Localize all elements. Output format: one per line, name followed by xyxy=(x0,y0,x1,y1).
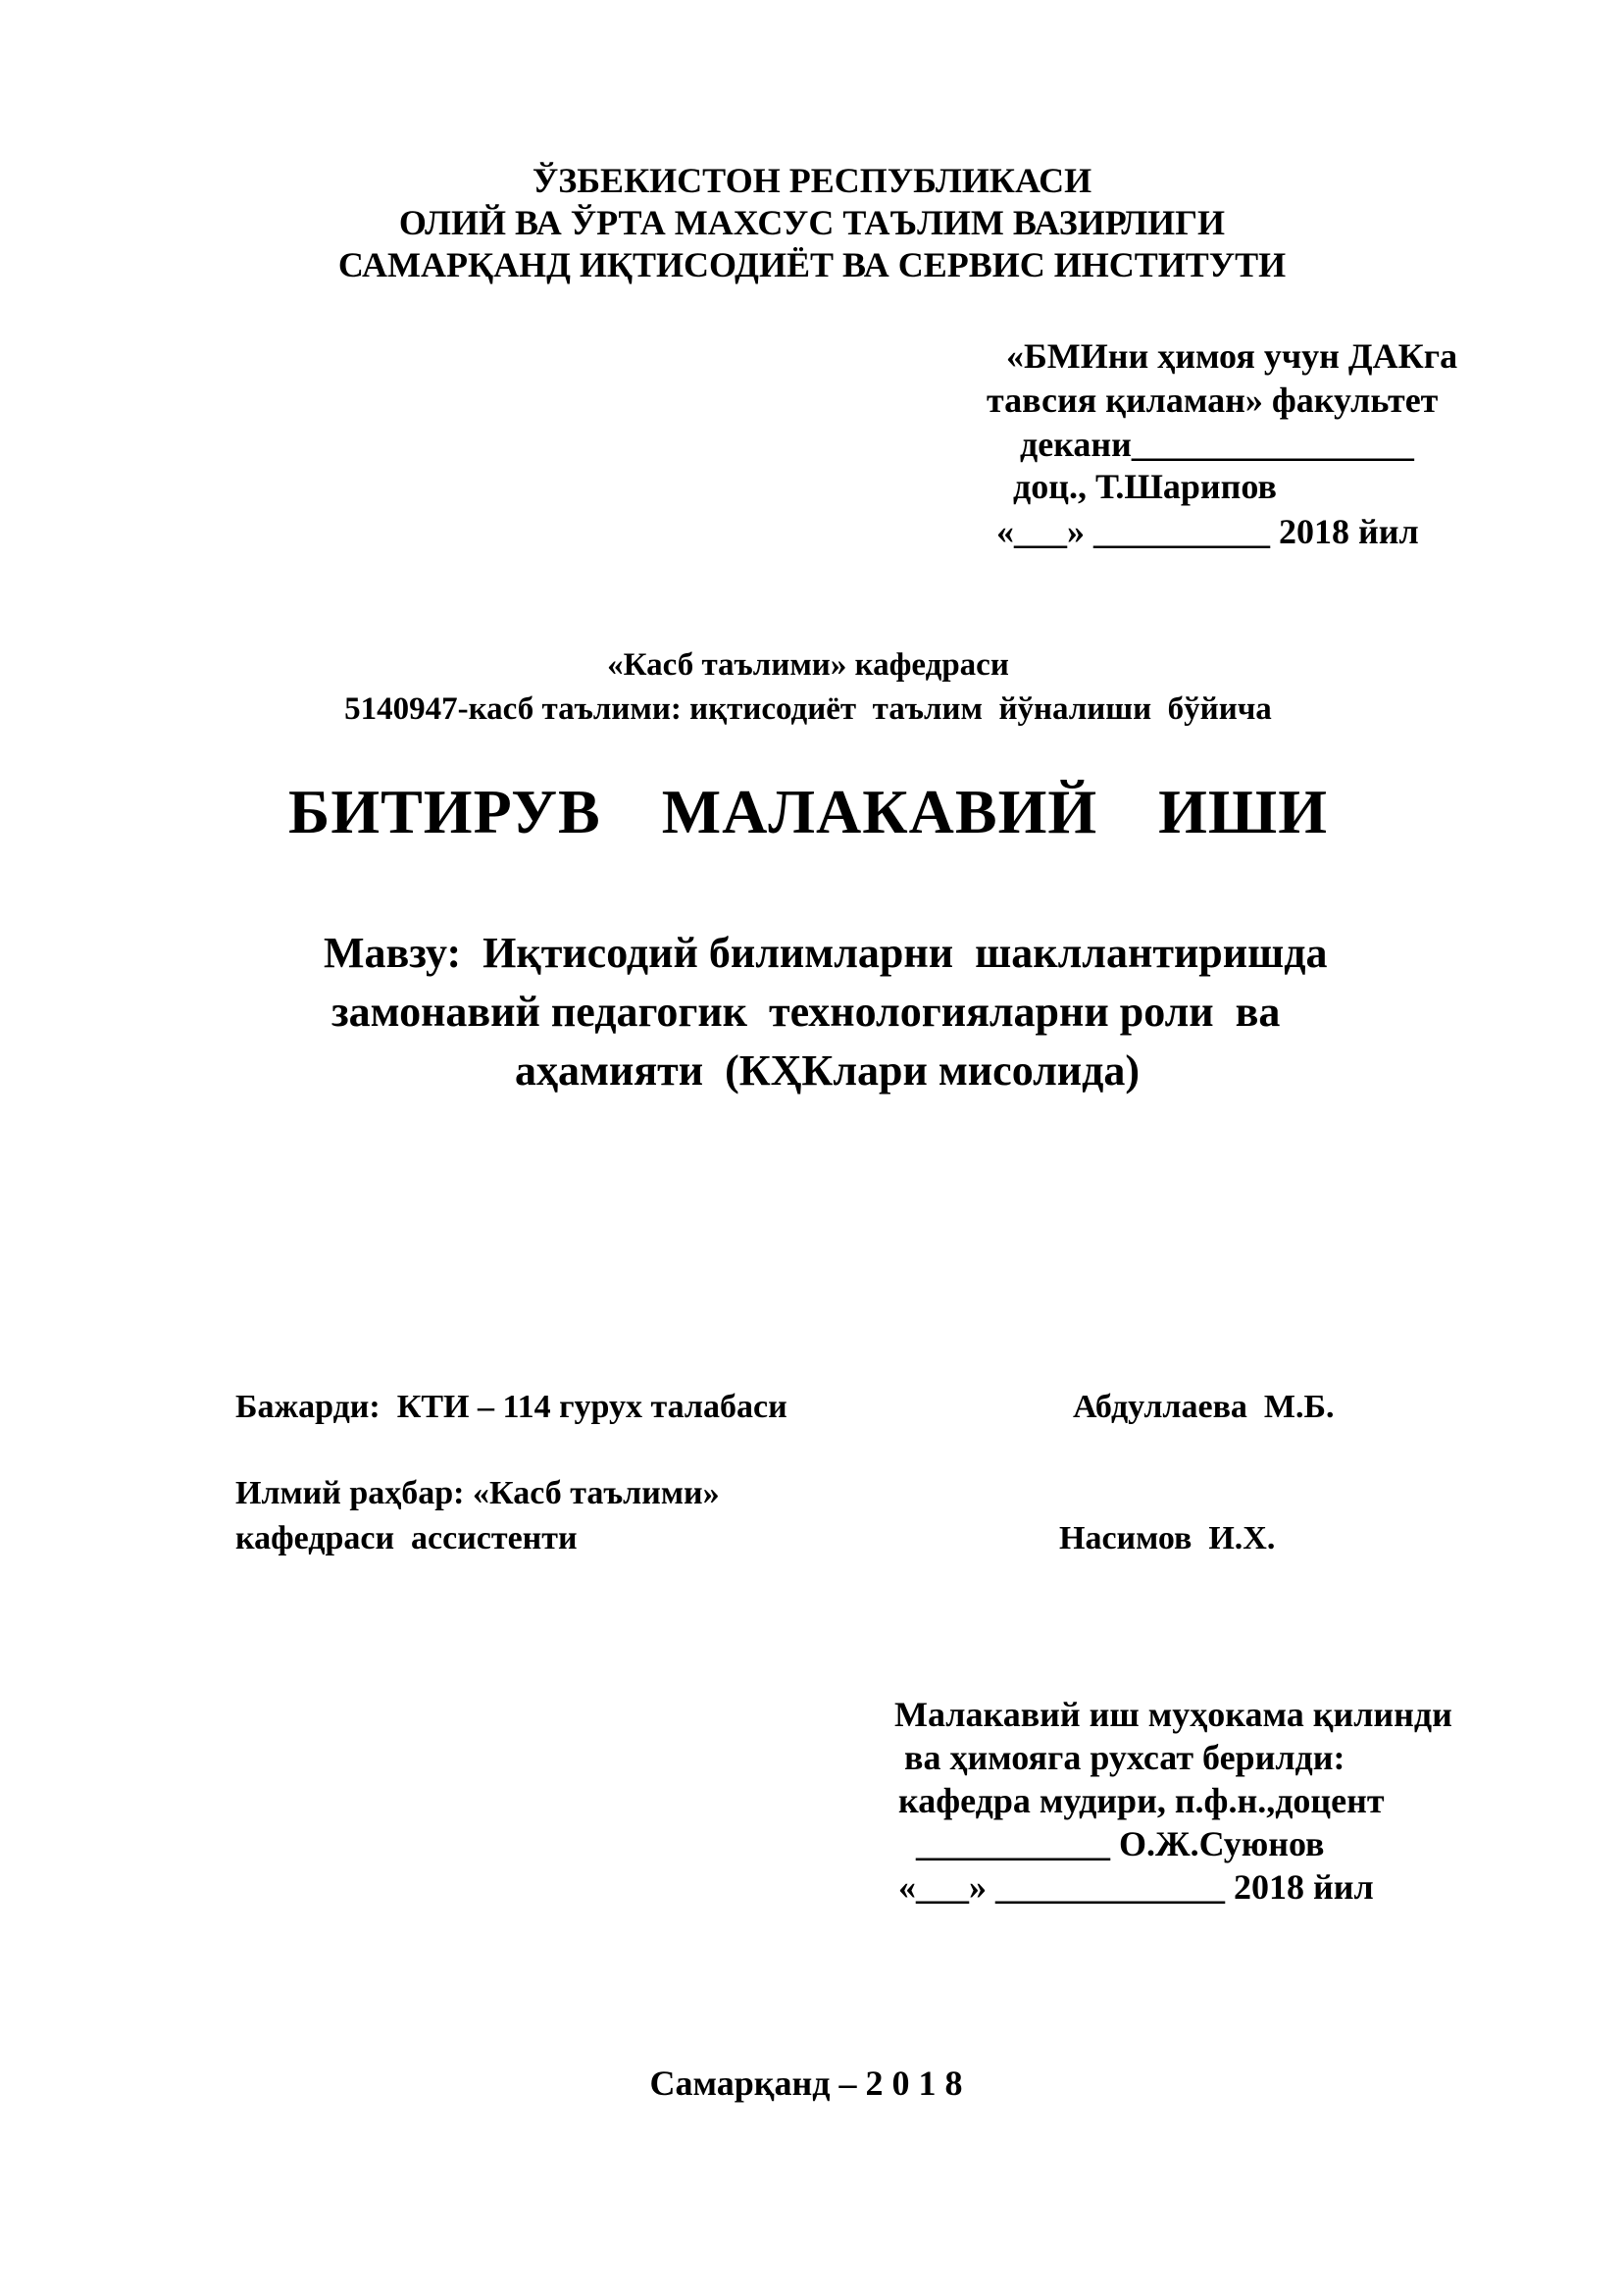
supervisor-label-1: Илмий раҳбар: «Касб таълими» xyxy=(235,1475,720,1511)
dean-approval-date: «___» __________ 2018 йил xyxy=(996,512,1419,551)
dean-name: доц., Т.Шарипов xyxy=(1013,467,1277,506)
performer-label: Бажарди: КТИ – 114 гурух талабаси xyxy=(235,1389,787,1425)
city-year: Самарқанд – 2 0 1 8 xyxy=(649,2064,963,2103)
topic-line-1: Мавзу: Иқтисодий билимларни шакллантиришда xyxy=(324,929,1328,977)
dept-head-signature: ___________ О.Ж.Суюнов xyxy=(916,1824,1325,1863)
dept-approval-line-3: кафедра мудири, п.ф.н.,доцент xyxy=(898,1781,1385,1820)
dept-approval-date: «___» _____________ 2018 йил xyxy=(898,1867,1374,1907)
specialty-line: 5140947-касб таълими: иқтисодиёт таълим йўналиши бўйича xyxy=(344,691,1272,727)
dept-approval-line-2: ва ҳимояга рухсат берилди: xyxy=(904,1738,1345,1777)
topic-line-3: аҳамияти (КҲКлари мисолида) xyxy=(515,1046,1141,1095)
header-ministry: ОЛИЙ ВА ЎРТА МАХСУС ТАЪЛИМ ВАЗИРЛИГИ xyxy=(398,203,1226,242)
supervisor-name: Насимов И.Х. xyxy=(1059,1520,1276,1556)
header-institute: САМАРҚАНД ИҚТИСОДИЁТ ВА СЕРВИС ИНСТИТУТИ xyxy=(337,245,1287,284)
performer-name: Абдуллаева М.Б. xyxy=(1073,1389,1335,1425)
header-republic: ЎЗБЕКИСТОН РЕСПУБЛИКАСИ xyxy=(532,161,1092,200)
document-title: БИТИРУВ МАЛАКАВИЙ ИШИ xyxy=(288,777,1328,846)
dept-approval-line-1: Малакавий иш муҳокама қилинди xyxy=(894,1695,1452,1734)
department-name: «Касб таълими» кафедраси xyxy=(607,647,1009,683)
supervisor-label-2: кафедраси ассистенти xyxy=(235,1520,578,1556)
dean-approval-line-2: тавсия қиламан» факультет xyxy=(987,381,1439,420)
dean-approval-line-1: «БМИни ҳимоя учун ДАКга xyxy=(1006,336,1458,376)
topic-line-2: замонавий педагогик технологияларни роли ва xyxy=(331,988,1281,1036)
dean-signature-line: декани________________ xyxy=(1020,425,1414,464)
